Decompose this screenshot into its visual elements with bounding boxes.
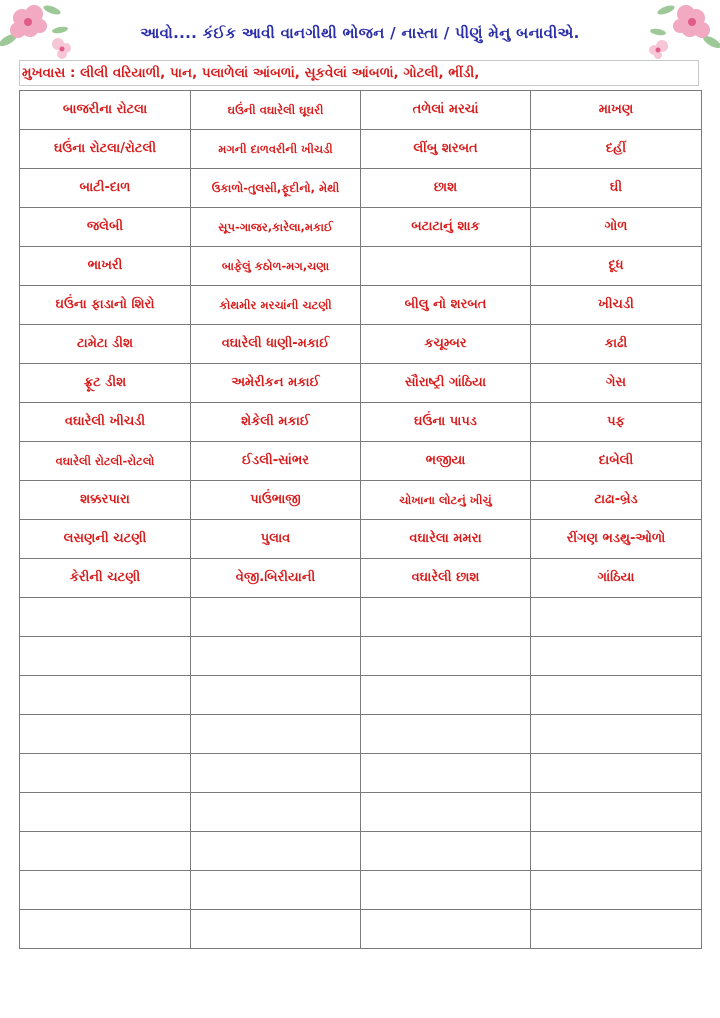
table-cell: બાજરીના રોટલા [20,91,191,130]
table-cell: શેકેલી મકાઈ [191,403,361,442]
table-cell [531,754,702,793]
table-row [20,169,702,208]
table-cell: ટામેટા ડીશ [20,325,191,364]
table-cell: ઈડલી-સાંભર [191,442,361,481]
table-cell: બટાટાનું શાક [361,208,531,247]
table-cell [531,832,702,871]
table-cell: લીંબુ શરબત [361,130,531,169]
table-row [20,208,702,247]
table-cell [20,871,191,910]
table-cell [531,871,702,910]
table-cell [20,715,191,754]
table-cell [361,754,531,793]
table-cell [191,793,361,832]
table-cell: બાટી-દાળ [20,169,191,208]
table-cell: ચોખાના લોટનું ખીચું [361,481,531,520]
table-row [20,130,702,169]
table-cell: ભાખરી [20,247,191,286]
table-cell [20,910,191,949]
table-cell: ઉકાળો-તુલસી,ફૂદીનો, મેથી [191,169,361,208]
table-cell: જલેબી [20,208,191,247]
table-cell [191,871,361,910]
table-row [20,598,702,637]
table-cell [20,637,191,676]
table-cell [361,871,531,910]
table-row [20,637,702,676]
table-row [20,715,702,754]
table-cell: ટાઢા-બ્રેડ [531,481,702,520]
table-cell: તળેલાં મરચાં [361,91,531,130]
table-cell [191,910,361,949]
table-cell [361,793,531,832]
table-cell [531,715,702,754]
table-cell: ગાંઠિયા [531,559,702,598]
table-row [20,871,702,910]
table-cell: પફ [531,403,702,442]
table-cell: દહીં [531,130,702,169]
table-cell [191,676,361,715]
table-row [20,520,702,559]
table-cell [361,637,531,676]
table-cell: વઘારેલી ધાણી-મકાઈ [191,325,361,364]
table-row [20,793,702,832]
table-cell: કોથમીર મરચાંની ચટણી [191,286,361,325]
table-row [20,676,702,715]
table-cell: દાબેલી [531,442,702,481]
table-cell [531,793,702,832]
table-cell: સૂપ-ગાજર,કારેલા,મકાઈ [191,208,361,247]
table-row [20,754,702,793]
table-cell [20,793,191,832]
table-cell [361,715,531,754]
table-cell: લસણની ચટણી [20,520,191,559]
table-cell [361,676,531,715]
table-cell [531,676,702,715]
table-cell: પાઉંભાજી [191,481,361,520]
table-cell: સૌરાષ્ટ્રી ગાંઠિયા [361,364,531,403]
table-row [20,910,702,949]
table-cell [191,832,361,871]
table-cell [361,598,531,637]
table-cell: ગેસ [531,364,702,403]
table-cell: ખીચડી [531,286,702,325]
table-cell: મગની દાળવરીની ખીચડી [191,130,361,169]
table-cell: કાઢી [531,325,702,364]
table-row [20,559,702,598]
page-title: આવો.... કંઈક આવી વાનગીથી ભોજન / નાસ્તા / પીણું મેનુ બનાવીએ. [140,24,580,42]
table-cell: રીંગણ ભડથુ-ઓળો [531,520,702,559]
table-cell [20,832,191,871]
table-cell: છાશ [361,169,531,208]
table-cell: શક્કરપારા [20,481,191,520]
menu-table [19,90,702,949]
table-cell [531,637,702,676]
table-cell [191,637,361,676]
table-cell: ભજીયા [361,442,531,481]
table-row [20,286,702,325]
table-cell: ફ્રૂટ ડીશ [20,364,191,403]
table-cell: વઘારેલા મમરા [361,520,531,559]
table-row [20,364,702,403]
table-cell [361,910,531,949]
table-cell [191,598,361,637]
table-cell: અમેરીકન મકાઈ [191,364,361,403]
table-cell [20,676,191,715]
table-cell: દૂધ [531,247,702,286]
table-cell: ઘઉંની વઘારેલી ઘૂઘરી [191,91,361,130]
table-cell [361,832,531,871]
table-row [20,403,702,442]
table-row [20,481,702,520]
table-row [20,325,702,364]
table-cell: વઘારેલી રોટલી-રોટલો [20,442,191,481]
table-cell: ઘી [531,169,702,208]
table-cell: કચૂમ્બર [361,325,531,364]
table-cell [531,598,702,637]
table-cell: કેરીની ચટણી [20,559,191,598]
table-cell: બાફેલું કઠોળ-મગ,ચણા [191,247,361,286]
table-cell [191,715,361,754]
table-cell: માખણ [531,91,702,130]
table-cell: વઘારેલી ખીચડી [20,403,191,442]
table-row [20,247,702,286]
table-cell: ઘઉંના પાપડ [361,403,531,442]
mukhvas-line: મુખવાસ : લીલી વરિયાળી, પાન, પલાળેલાં આંબળાં, સૂકવેલાં આંબળાં, ગોટલી, ભીંડી, [19,60,699,86]
table-row [20,442,702,481]
table-cell: ગોળ [531,208,702,247]
table-cell: બીલુ નો શરબત [361,286,531,325]
table-cell [531,910,702,949]
table-cell: પુલાવ [191,520,361,559]
table-cell: ઘઉંના ફાડાનો શિરો [20,286,191,325]
table-row [20,91,702,130]
table-cell [20,598,191,637]
table-cell [20,754,191,793]
table-cell [361,247,531,286]
table-cell: વઘારેલી છાશ [361,559,531,598]
table-cell [191,754,361,793]
table-row [20,832,702,871]
table-cell: વેજી.બિરીયાની [191,559,361,598]
table-cell: ઘઉંના રોટલા/રોટલી [20,130,191,169]
